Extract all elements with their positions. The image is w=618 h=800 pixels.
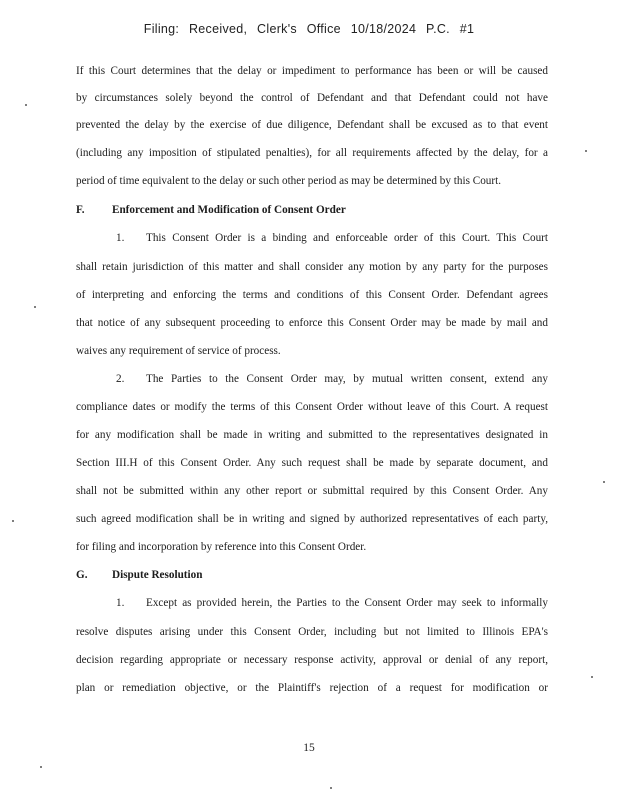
scan-speck xyxy=(34,306,36,308)
body-line: decision regarding appropriate or necessary response activity, approval or denial of any report, xyxy=(76,654,548,666)
body-line: for filing and incorporation by reference into this Consent Order. xyxy=(76,541,367,553)
body-line: that notice of any subsequent proceeding to enforce this Consent Order may be made by mail and xyxy=(76,317,548,329)
body-line: period of time equivalent to the delay or such other period as may be determined by this Court. xyxy=(76,175,502,187)
scan-speck xyxy=(40,766,42,768)
body-line: for any modification shall be made in writing and submitted to the representatives designated in xyxy=(76,429,548,441)
body-line: shall not be submitted within any other report or submittal required by this Consent Order. Any xyxy=(76,485,548,497)
scan-speck xyxy=(25,104,27,106)
body-line: waives any requirement of service of process. xyxy=(76,345,281,357)
section-f-letter: F. xyxy=(76,204,85,216)
body-line: of interpreting and enforcing the terms and conditions of this Consent Order. Defendant agrees xyxy=(76,289,548,301)
section-g-para1-number: 1. xyxy=(116,597,125,609)
body-line: by circumstances solely beyond the control of Defendant and that Defendant could not have xyxy=(76,92,548,104)
body-line: such agreed modification shall be in writing and signed by authorized representatives of each party, xyxy=(76,513,548,525)
body-line: The Parties to the Consent Order may, by mutual written consent, extend any xyxy=(146,373,548,385)
body-line: Except as provided herein, the Parties to the Consent Order may seek to informally xyxy=(146,597,548,609)
scan-speck xyxy=(330,787,332,789)
body-line: resolve disputes arising under this Consent Order, including but not limited to Illinois EPA's xyxy=(76,626,548,638)
section-g-letter: G. xyxy=(76,569,88,581)
body-line: plan or remediation objective, or the Plaintiff's rejection of a request for modification or xyxy=(76,682,548,694)
body-line: (including any imposition of stipulated penalties), for all requirements affected by the delay, for a xyxy=(76,147,548,159)
scan-speck xyxy=(603,481,605,483)
body-line: This Consent Order is a binding and enforceable order of this Court. This Court xyxy=(146,232,548,244)
body-line: If this Court determines that the delay or impediment to performance has been or will be caused xyxy=(76,65,548,77)
body-line: compliance dates or modify the terms of this Consent Order without leave of this Court. A request xyxy=(76,401,548,413)
body-line: Section III.H of this Consent Order. Any such request shall be made by separate document, and xyxy=(76,457,548,469)
body-line: prevented the delay by the exercise of due diligence, Defendant shall be excused as to that event xyxy=(76,119,548,131)
section-f-para2-number: 2. xyxy=(116,373,125,385)
section-f-title: Enforcement and Modification of Consent Order xyxy=(112,204,346,216)
body-line: shall retain jurisdiction of this matter and shall consider any motion by any party for the purposes xyxy=(76,261,548,273)
filing-stamp: Filing: Received, Clerk's Office 10/18/2024 P.C. #1 xyxy=(143,22,475,36)
scan-speck xyxy=(591,676,593,678)
section-f-para1-number: 1. xyxy=(116,232,125,244)
scan-speck xyxy=(585,150,587,152)
scan-speck xyxy=(12,520,14,522)
section-g-title: Dispute Resolution xyxy=(112,569,203,581)
page-number: 15 xyxy=(303,742,315,754)
